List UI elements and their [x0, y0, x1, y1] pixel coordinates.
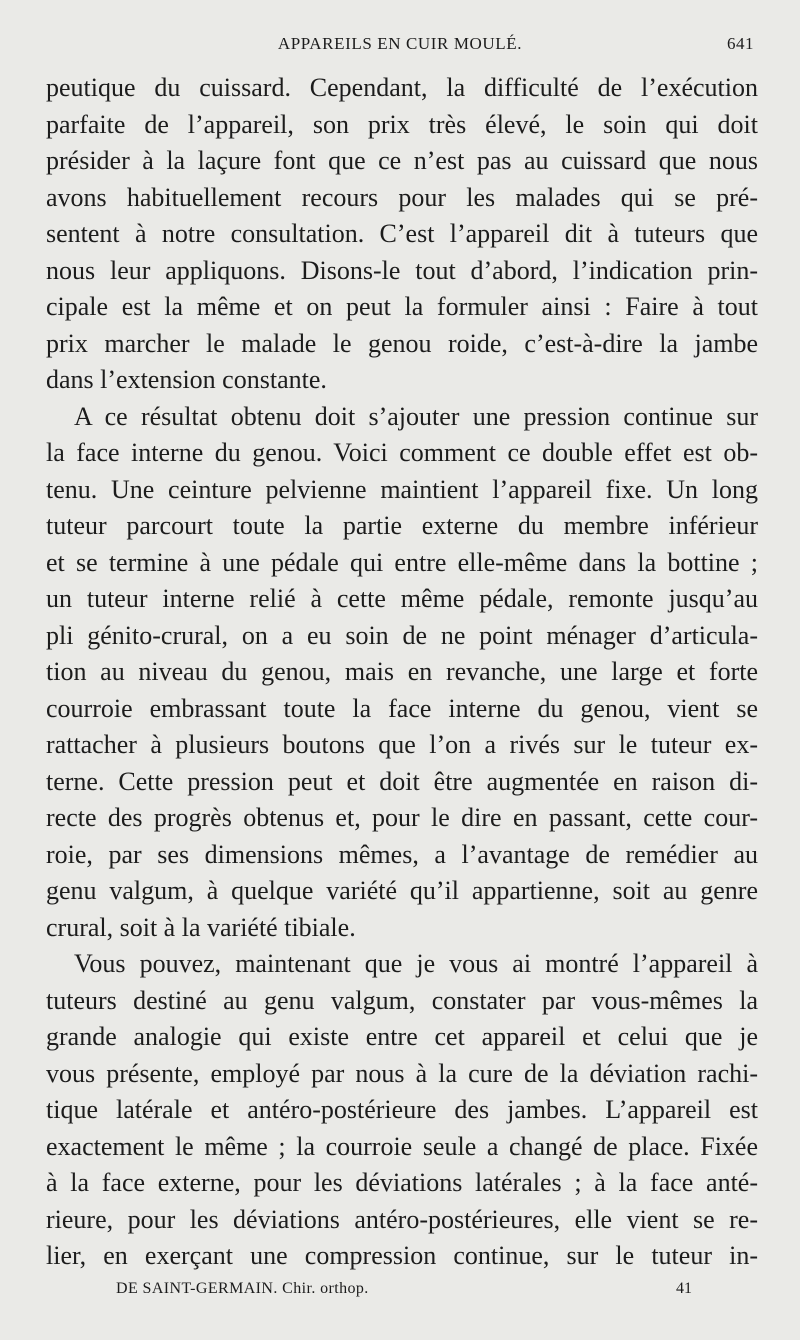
- text-line: la face interne du genou. Voici comment ce double effet est ob-: [46, 438, 758, 467]
- text-line: grande analogie qui existe entre cet appareil et celui que je: [46, 1022, 758, 1051]
- page-number: 641: [727, 34, 754, 53]
- text-line: tenu. Une ceinture pelvienne maintient l’appareil fixe. Un long: [46, 474, 758, 504]
- text-line: pli génito-crural, on a eu soin de ne point ménager d’articula-: [46, 620, 758, 650]
- text-line: parfaite de l’appareil, son prix très élevé, le soin qui doit: [46, 109, 758, 139]
- text-line: présider à la laçure font que ce n’est pas au cuissard que nous: [46, 146, 758, 175]
- sheet-number: 41: [676, 1280, 692, 1297]
- page-footer: [0, 1280, 800, 1304]
- text-line: crural, soit à la variété tibiale.: [46, 912, 356, 942]
- text-line: roie, par ses dimensions mêmes, a l’avantage de remédier au: [46, 839, 758, 869]
- text-line: A ce résultat obtenu doit s’ajouter une pression continue sur: [74, 401, 758, 431]
- text-line: Vous pouvez, maintenant que je vous ai montré l’appareil à: [74, 949, 758, 978]
- printer-signature: DE SAINT-GERMAIN. Chir. orthop.: [116, 1280, 369, 1297]
- text-line: tique latérale et antéro-postérieure des jambes. L’appareil est: [46, 1095, 758, 1124]
- text-line: tuteur parcourt toute la partie externe du membre inférieur: [46, 511, 758, 540]
- text-line: exactement le même ; la courroie seule a changé de place. Fixée: [46, 1131, 758, 1161]
- text-line: rieure, pour les déviations antéro-postérieures, elle vient se re-: [46, 1204, 758, 1234]
- text-line: tion au niveau du genou, mais en revanche, une large et forte: [46, 657, 758, 686]
- text-line: tuteurs destiné au genu valgum, constater par vous-mêmes la: [46, 985, 758, 1015]
- text-line: terne. Cette pression peut et doit être augmentée en raison di-: [46, 766, 758, 796]
- text-line: vous présente, employé par nous à la cure de la déviation rachi-: [46, 1058, 758, 1088]
- text-line: nous leur appliquons. Disons-le tout d’abord, l’indication prin-: [46, 255, 758, 285]
- text-line: courroie embrassant toute la face interne du genou, vient se: [46, 693, 758, 723]
- text-line: lier, en exerçant une compression continue, sur le tuteur in-: [46, 1241, 758, 1270]
- text-line: peutique du cuissard. Cependant, la difficulté de l’exécution: [46, 73, 758, 102]
- text-line: rattacher à plusieurs boutons que l’on a rivés sur le tuteur ex-: [46, 730, 758, 759]
- body-text: [46, 70, 758, 1275]
- running-head: [0, 34, 800, 58]
- text-line: un tuteur interne relié à cette même pédale, remonte jusqu’au: [46, 584, 758, 613]
- text-line: avons habituellement recours pour les malades qui se pré-: [46, 182, 758, 212]
- text-line: genu valgum, à quelque variété qu’il appartienne, soit au genre: [46, 876, 758, 905]
- text-line: sentent à notre consultation. C’est l’appareil dit à tuteurs que: [46, 219, 758, 248]
- running-title: APPAREILS EN CUIR MOULÉ.: [277, 34, 523, 53]
- text-line: prix marcher le malade le genou roide, c’est-à-dire la jambe: [46, 328, 758, 358]
- text-line: recte des progrès obtenus et, pour le dire en passant, cette cour-: [46, 803, 758, 832]
- text-line: à la face externe, pour les déviations latérales ; à la face anté-: [46, 1168, 758, 1197]
- text-line: dans l’extension constante.: [46, 365, 327, 394]
- text-line: cipale est la même et on peut la formuler ainsi : Faire à tout: [46, 292, 758, 321]
- text-line: et se termine à une pédale qui entre elle-même dans la bottine ;: [46, 547, 758, 577]
